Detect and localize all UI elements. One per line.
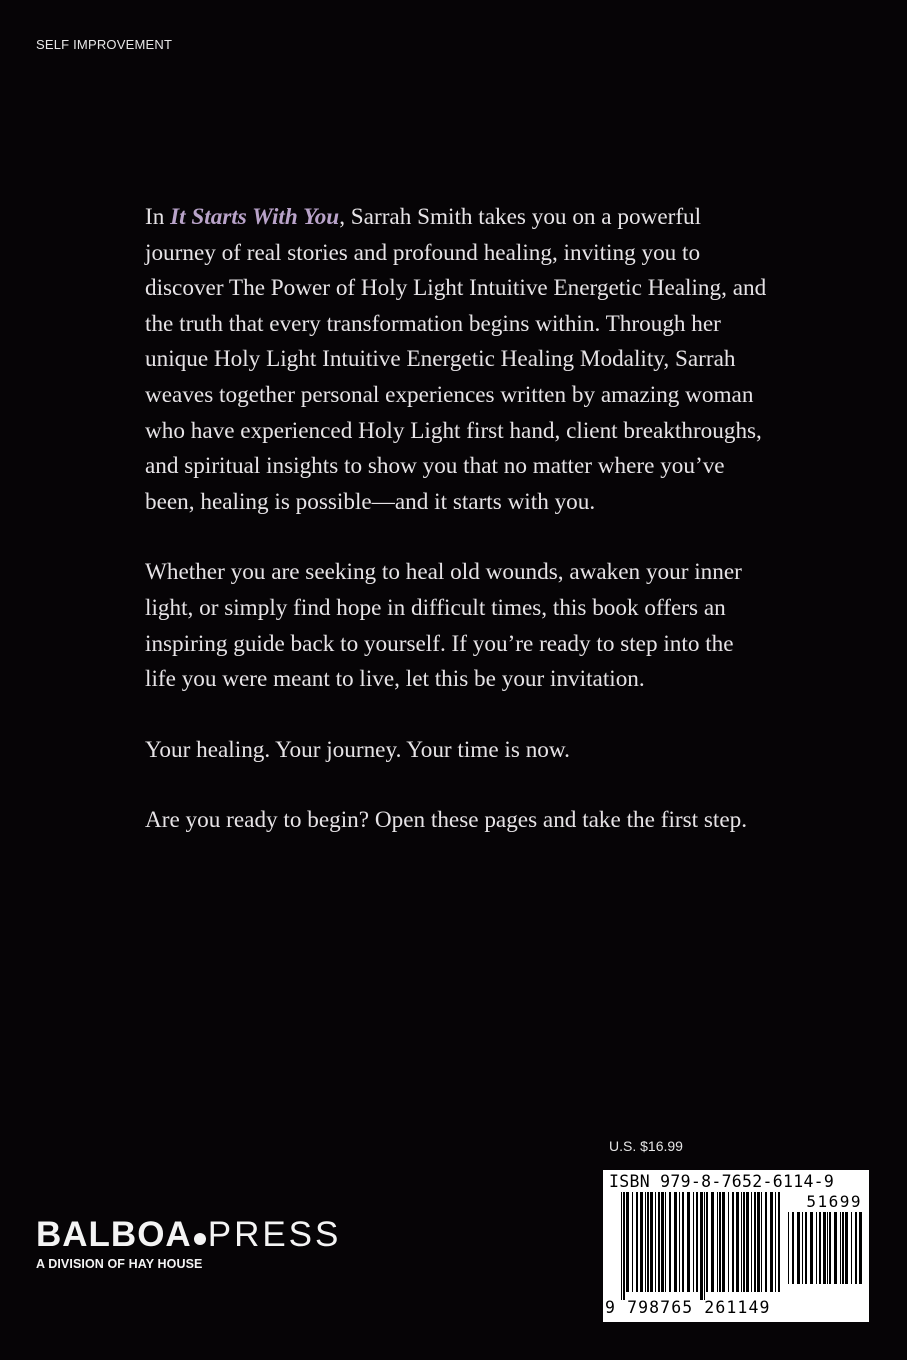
blurb-paragraph-4: Are you ready to begin? Open these pages and take the first step. <box>145 807 748 834</box>
registered-mark-icon <box>194 1233 206 1245</box>
blurb-prefix: In <box>145 204 171 230</box>
price-label: U.S. $16.99 <box>609 1138 683 1154</box>
blurb-paragraph-2: Whether you are seeking to heal old wounds, awaken your inner light, or simply find hope in difficult times, this book offers an inspiring guide back to yourself. If you’re ready to step into the life you were meant to live, let this be your invitation. <box>145 559 742 693</box>
blurb-text: , Sarrah Smith takes you on a powerful journey of real stories and profound healing, inviting you to discover The Power of Holy Light Intuitive Energetic Healing, and the truth that every transformation begins within. Through her unique Holy Light Intuitive Energetic Healing Modality, Sarrah weaves together personal experiences written by amazing woman who have experienced Holy Light first hand, client breakthroughs, and spiritual insights to show you that no matter where you’ve been, healing is possible—and it starts with you. <box>145 204 767 515</box>
blurb-paragraph-1 <box>145 200 767 520</box>
ean-digits: 9 798765 261149 <box>605 1298 771 1317</box>
ean-barcode-bars <box>621 1192 781 1300</box>
publisher-name-light: PRESS <box>207 1215 342 1254</box>
publisher-name-bold: BALBOA <box>36 1215 192 1254</box>
publisher-logo <box>36 1215 341 1271</box>
isbn-barcode <box>603 1170 869 1322</box>
book-title: It Starts With You <box>170 204 340 230</box>
blurb-paragraph-3: Your healing. Your journey. Your time is now. <box>145 736 570 763</box>
category-label: SELF IMPROVEMENT <box>36 37 173 52</box>
isbn-text: ISBN 979-8-7652-6114-9 <box>609 1172 835 1191</box>
price-addon-code: 51699 <box>806 1192 862 1211</box>
publisher-name <box>36 1215 341 1255</box>
publisher-tagline: A DIVISION OF HAY HOUSE <box>36 1257 203 1271</box>
back-cover-blurb <box>145 200 767 874</box>
addon-barcode-bars <box>788 1212 862 1300</box>
